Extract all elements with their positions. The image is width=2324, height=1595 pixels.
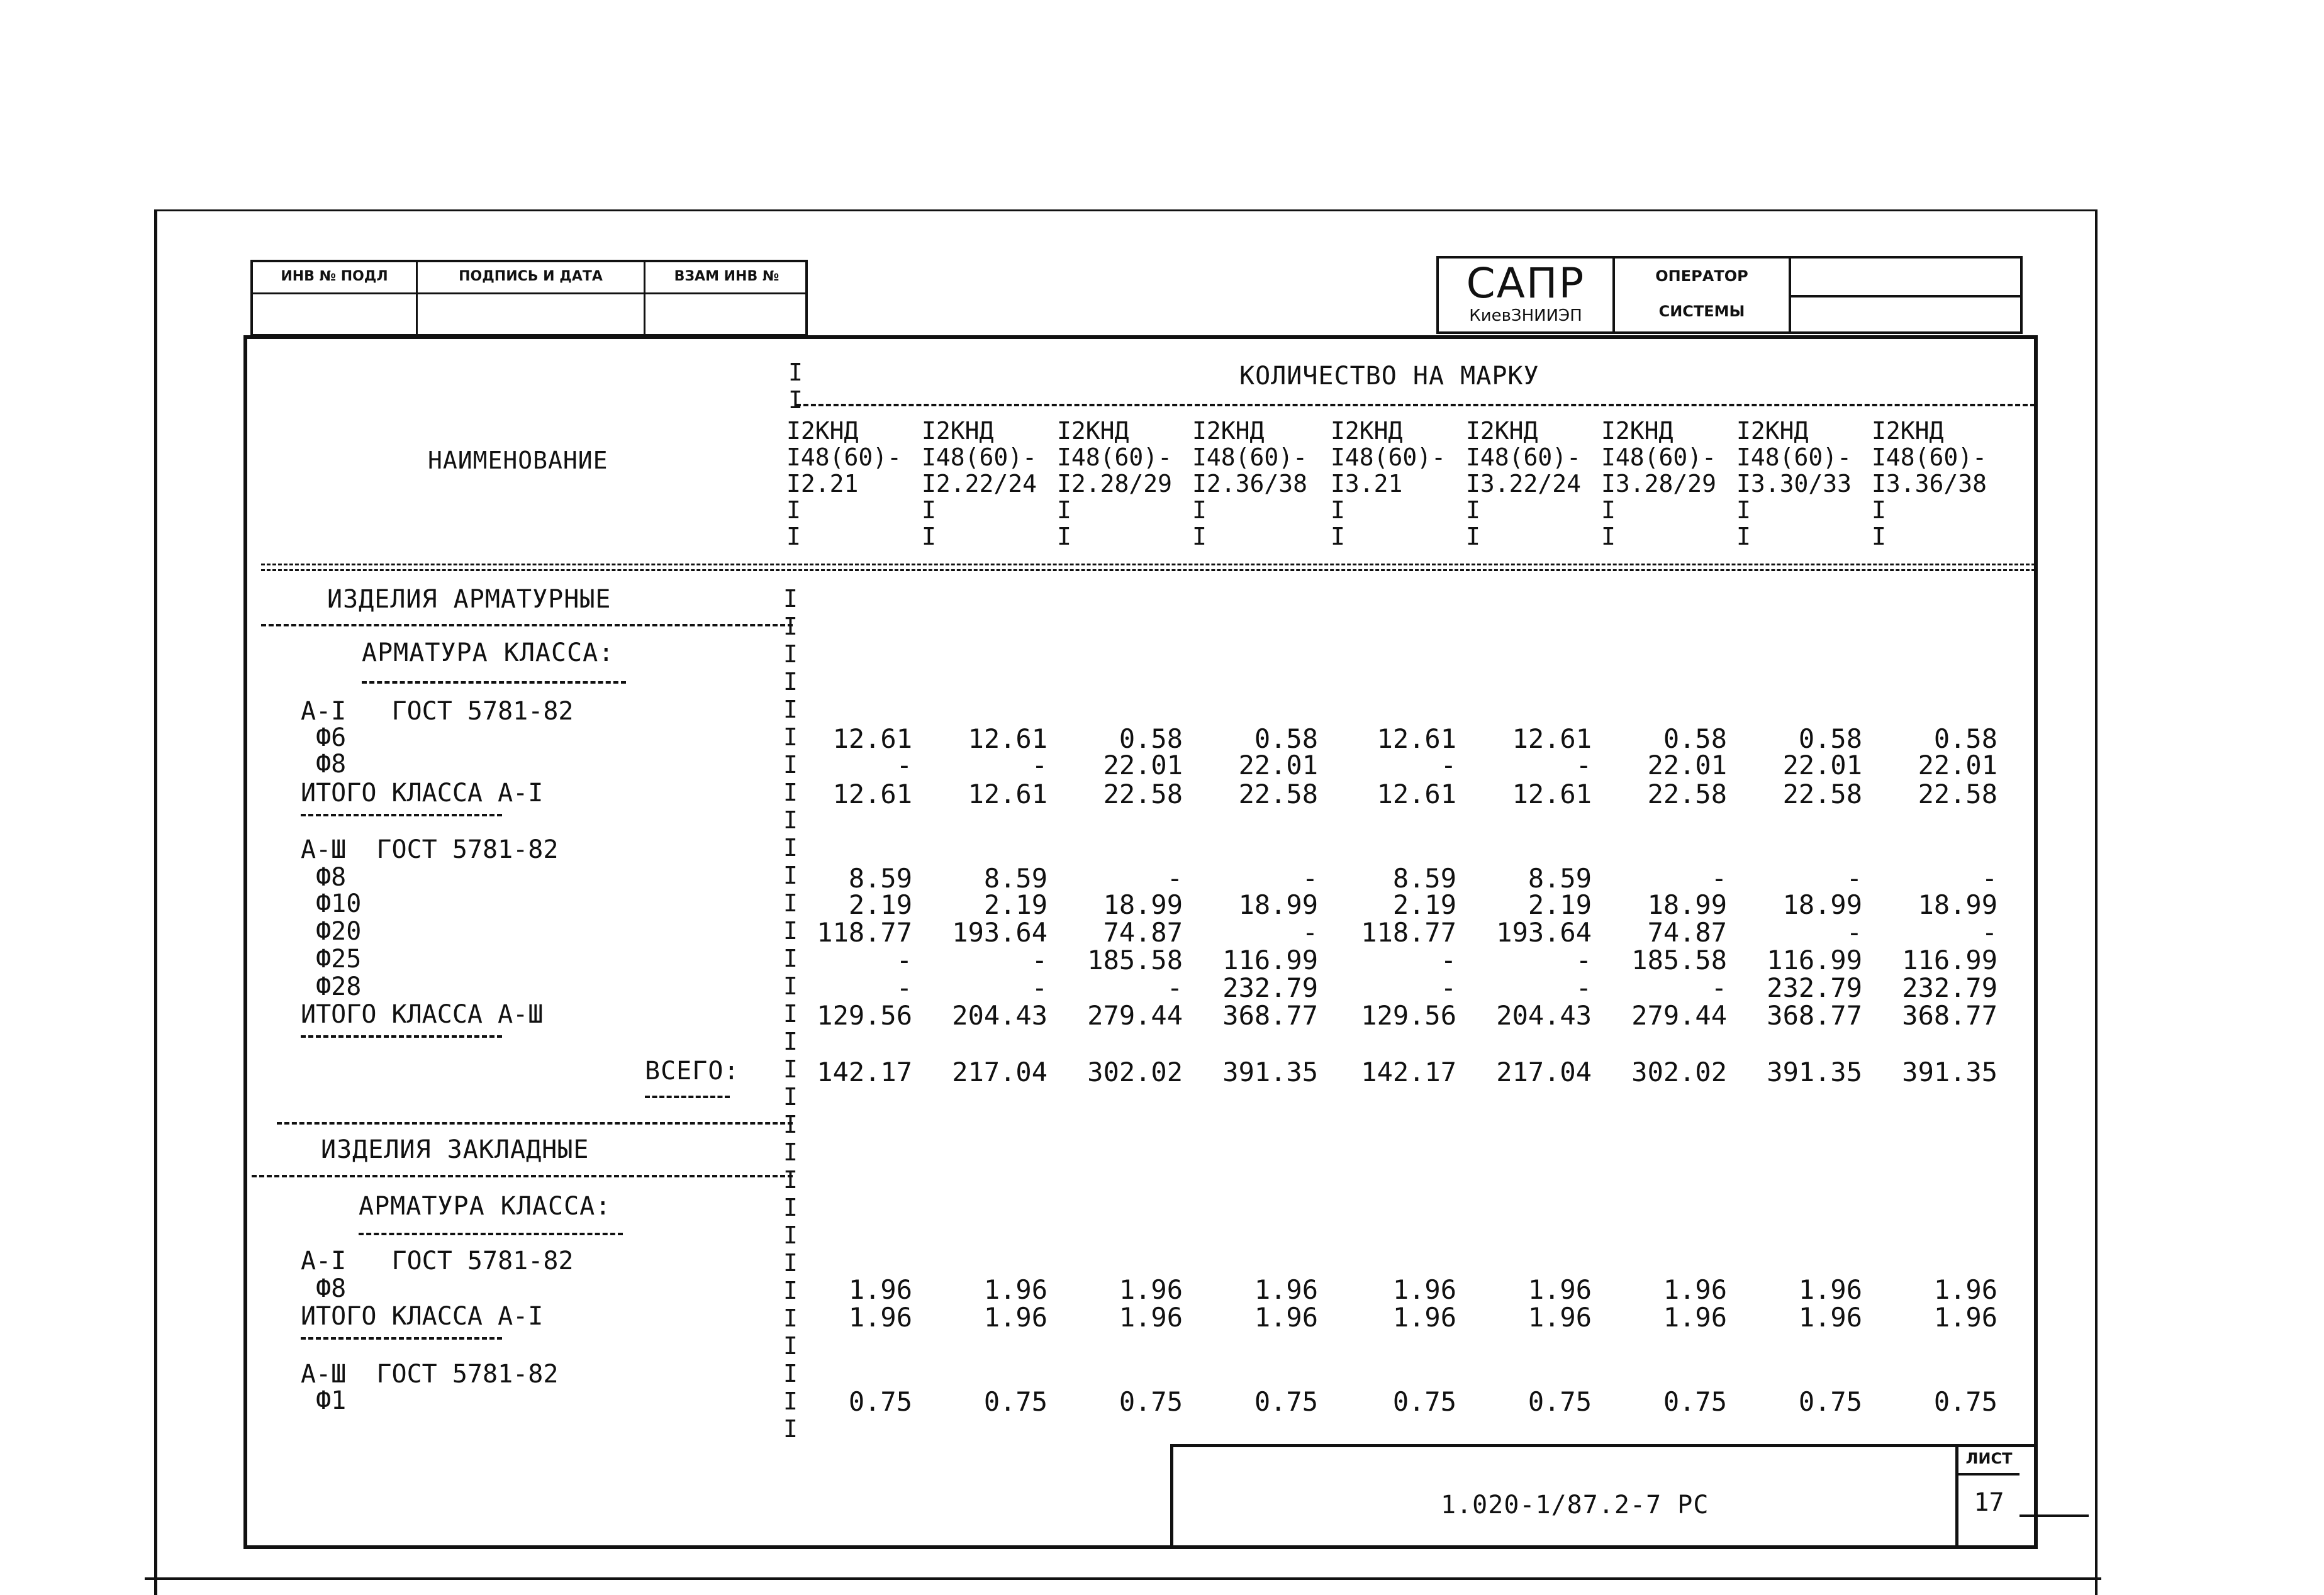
column-header-line: I3.30/33 — [1736, 470, 1852, 497]
section-armature-items: ИЗДЕЛИЯ АРМАТУРНЫЕ — [327, 585, 612, 614]
stamp-cell-replace: ВЗАМ ИНВ № — [674, 269, 779, 284]
stamp-value-inv — [253, 292, 418, 336]
column-header-line: I2КНД — [922, 417, 994, 445]
column-header-1 — [786, 418, 902, 550]
table-cell: 116.99 — [1767, 945, 1862, 975]
table-cell: 22.01 — [1103, 750, 1183, 781]
row-label: Ф1 — [301, 1386, 347, 1415]
table-cell: 0.75 — [1798, 1386, 1862, 1417]
table-cell: 0.75 — [1254, 1386, 1318, 1417]
table-cell: 185.58 — [1087, 945, 1183, 975]
column-header-line: I3.28/29 — [1601, 470, 1717, 497]
column-header-line: I3.36/38 — [1872, 470, 1987, 497]
armature-class-underline — [362, 681, 626, 684]
table-cell: - — [896, 972, 912, 1003]
row-label: Ф20 — [301, 917, 362, 946]
operator-line-1: ОПЕРАТОР — [1655, 267, 1748, 285]
header-double-rule — [261, 564, 2035, 571]
table-cell: 185.58 — [1631, 945, 1727, 975]
table-cell: 217.04 — [952, 1057, 1047, 1087]
table-cell: 279.44 — [1087, 1000, 1183, 1031]
table-cell: 8.59 — [1528, 863, 1592, 894]
table-cell: 2.19 — [848, 889, 912, 920]
table-cell: 129.56 — [1361, 1000, 1456, 1031]
table-cell: - — [1981, 917, 1997, 948]
table-cell: 0.58 — [1254, 723, 1318, 754]
table-cell: 232.79 — [1902, 972, 1997, 1003]
table-cell: 12.61 — [968, 779, 1047, 809]
table-cell: 368.77 — [1902, 1000, 1997, 1031]
table-cell: 74.87 — [1103, 917, 1183, 948]
table-cell: - — [1440, 945, 1456, 975]
embedded-class-heading: АРМАТУРА КЛАССА: — [359, 1192, 612, 1221]
column-header-line: I48(60)- — [1872, 443, 1987, 471]
table-cell: 12.61 — [968, 723, 1047, 754]
table-cell: 1.96 — [1254, 1302, 1318, 1333]
column-header-2 — [922, 418, 1037, 550]
table-cell: - — [1031, 750, 1047, 781]
table-cell: 0.58 — [1798, 723, 1862, 754]
table-cell: 302.02 — [1087, 1057, 1183, 1087]
table-cell: - — [1031, 945, 1047, 975]
table-cell: 1.96 — [1933, 1274, 1997, 1305]
table-cell: 22.58 — [1238, 779, 1318, 809]
table-cell: 368.77 — [1222, 1000, 1318, 1031]
sheet-box — [1955, 1444, 2020, 1548]
column-header-line: I3.22/24 — [1466, 470, 1582, 497]
column-header-line: I2.28/29 — [1057, 470, 1173, 497]
total-label: ВСЕГО: — [645, 1057, 740, 1086]
table-cell: 22.58 — [1782, 779, 1862, 809]
column-header-line: I2КНД — [1736, 417, 1809, 445]
table-cell: 22.01 — [1238, 750, 1318, 781]
column-header-8 — [1736, 418, 1852, 550]
table-cell: 279.44 — [1631, 1000, 1727, 1031]
table-cell: 193.64 — [952, 917, 1047, 948]
table-cell: - — [1166, 863, 1183, 894]
table-cell: - — [1575, 945, 1592, 975]
stamp-cell-inv: ИНВ № ПОДЛ — [253, 262, 418, 292]
table-cell: 2.19 — [1392, 889, 1456, 920]
table-cell: 12.61 — [832, 723, 912, 754]
table-cell: 1.96 — [1392, 1302, 1456, 1333]
operator-line-2: СИСТЕМЫ — [1658, 303, 1745, 320]
operator-box — [1615, 258, 1791, 331]
table-cell: 142.17 — [817, 1057, 912, 1087]
table-cell: 22.58 — [1647, 779, 1727, 809]
table-cell: - — [896, 750, 912, 781]
total-underline — [645, 1096, 730, 1098]
column-header-separator: I I — [1057, 496, 1071, 550]
row-label: А-Ш ГОСТ 5781-82 — [301, 835, 559, 864]
table-cell: - — [1981, 863, 1997, 894]
table-cell: 22.01 — [1918, 750, 1997, 781]
document-code: 1.020-1/87.2-7 РС — [1441, 1491, 1709, 1520]
row-label: А-Ш ГОСТ 5781-82 — [301, 1360, 559, 1389]
header-column-separator: I I — [788, 358, 803, 414]
sheet-number: 17 — [1974, 1488, 2004, 1517]
table-cell: 18.99 — [1918, 889, 1997, 920]
column-header-line: I2КНД — [1331, 417, 1403, 445]
column-header-line: I48(60)- — [1736, 443, 1852, 471]
table-cell: 8.59 — [983, 863, 1047, 894]
approval-stamp-header — [253, 262, 805, 294]
table-cell: 1.96 — [848, 1274, 912, 1305]
table-cell: 74.87 — [1647, 917, 1727, 948]
column-header-line: I2.22/24 — [922, 470, 1037, 497]
column-header-6 — [1466, 418, 1581, 550]
table-cell: 8.59 — [1392, 863, 1456, 894]
column-header-line: I2.36/38 — [1192, 470, 1308, 497]
table-cell: - — [1846, 863, 1862, 894]
table-cell: 1.96 — [1663, 1302, 1727, 1333]
column-header-line: I48(60)- — [1331, 443, 1446, 471]
column-header-line: I48(60)- — [1466, 443, 1582, 471]
sheet-tick — [2020, 1514, 2089, 1517]
column-header-separator: I I — [1331, 496, 1345, 550]
column-header-line: I2КНД — [1192, 417, 1265, 445]
table-cell: 391.35 — [1222, 1057, 1318, 1087]
table-cell: 1.96 — [983, 1302, 1047, 1333]
column-header-line: I48(60)- — [922, 443, 1037, 471]
table-cell: 1.96 — [1392, 1274, 1456, 1305]
table-cell: 8.59 — [848, 863, 912, 894]
column-header-line: I48(60)- — [786, 443, 902, 471]
header-divider — [796, 404, 2035, 406]
column-header-7 — [1601, 418, 1716, 550]
row-label: Ф8 — [301, 750, 347, 779]
table-cell: - — [1575, 972, 1592, 1003]
stamp-cell-signature: ПОДПИСЬ И ДАТА — [418, 262, 645, 292]
column-header-line: I2.21 — [786, 470, 859, 497]
row-label: А-I ГОСТ 5781-82 — [301, 697, 574, 726]
table-cell: 1.96 — [983, 1274, 1047, 1305]
table-cell: 12.61 — [1512, 779, 1592, 809]
table-cell: 18.99 — [1782, 889, 1862, 920]
table-cell: 1.96 — [1933, 1302, 1997, 1333]
table-cell: - — [1166, 972, 1183, 1003]
table-cell: 116.99 — [1902, 945, 1997, 975]
table-cell: 391.35 — [1767, 1057, 1862, 1087]
table-cell: 0.75 — [1119, 1386, 1183, 1417]
section-embedded-items: ИЗДЕЛИЯ ЗАКЛАДНЫЕ — [321, 1135, 589, 1164]
row-label: ИТОГО КЛАССА А-Ш — [301, 1000, 544, 1029]
table-cell: 0.58 — [1663, 723, 1727, 754]
table-cell: - — [1711, 863, 1727, 894]
table-cell: 1.96 — [1798, 1302, 1862, 1333]
table-cell: 12.61 — [1512, 723, 1592, 754]
embedded-class-underline — [359, 1233, 623, 1235]
sheet-label: ЛИСТ — [1958, 1444, 2020, 1476]
body-column-separator: I I I I I I I I I I I I I I I I I I I I I I I I I I I I I I I — [783, 585, 798, 1443]
table-cell: 368.77 — [1767, 1000, 1862, 1031]
table-cell: 2.19 — [983, 889, 1047, 920]
table-cell: 0.75 — [1392, 1386, 1456, 1417]
row-label: Ф8 — [301, 1274, 347, 1303]
table-cell: - — [1846, 917, 1862, 948]
column-header-line: I2КНД — [1057, 417, 1129, 445]
stamp-value-signature — [418, 292, 645, 336]
table-cell: 129.56 — [817, 1000, 912, 1031]
table-cell: 0.58 — [1933, 723, 1997, 754]
table-cell: 1.96 — [1528, 1302, 1592, 1333]
column-header-separator: I I — [1192, 496, 1207, 550]
table-cell: 118.77 — [1361, 917, 1456, 948]
subtotal-underline — [301, 1337, 502, 1340]
table-cell: 22.58 — [1918, 779, 1997, 809]
column-header-separator: I I — [922, 496, 936, 550]
name-column-header: НАИМЕНОВАНИЕ — [428, 447, 608, 474]
table-cell: 1.96 — [1798, 1274, 1862, 1305]
table-cell: 116.99 — [1222, 945, 1318, 975]
table-cell: - — [1440, 972, 1456, 1003]
table-cell: 118.77 — [817, 917, 912, 948]
column-header-line: I2КНД — [1466, 417, 1538, 445]
row-label: Ф25 — [301, 945, 362, 974]
row-label: А-I ГОСТ 5781-82 — [301, 1247, 574, 1275]
section-rule-3 — [252, 1175, 793, 1177]
table-cell: - — [1302, 863, 1318, 894]
armature-class-heading: АРМАТУРА КЛАССА: — [362, 638, 615, 667]
column-header-separator: I I — [1736, 496, 1751, 550]
sapr-stamp — [1436, 256, 2023, 334]
column-header-line: I48(60)- — [1057, 443, 1173, 471]
row-label: Ф28 — [301, 972, 362, 1001]
column-header-line: I2КНД — [786, 417, 859, 445]
column-header-line: I48(60)- — [1601, 443, 1717, 471]
sapr-logo — [1439, 258, 1615, 331]
table-cell: 12.61 — [1377, 779, 1456, 809]
table-cell: 232.79 — [1222, 972, 1318, 1003]
column-header-3 — [1057, 418, 1172, 550]
approval-stamp — [250, 260, 808, 336]
section-rule-2 — [277, 1122, 793, 1125]
table-cell: 204.43 — [952, 1000, 1047, 1031]
table-cell: 391.35 — [1902, 1057, 1997, 1087]
table-cell: 142.17 — [1361, 1057, 1456, 1087]
column-header-separator: I I — [1872, 496, 1886, 550]
quantity-header: КОЛИЧЕСТВО НА МАРКУ — [1239, 362, 1539, 391]
column-header-line: I48(60)- — [1192, 443, 1308, 471]
row-label: ИТОГО КЛАССА А-I — [301, 779, 544, 808]
section-rule-1 — [261, 624, 793, 626]
column-header-line: I2КНД — [1601, 417, 1673, 445]
table-cell: 1.96 — [1254, 1274, 1318, 1305]
stamp-divider — [1791, 295, 2023, 297]
table-cell: 1.96 — [1663, 1274, 1727, 1305]
table-cell: 22.01 — [1647, 750, 1727, 781]
sapr-org: КиевЗНИИЭП — [1469, 306, 1582, 325]
table-cell: 0.75 — [1663, 1386, 1727, 1417]
table-cell: - — [1711, 972, 1727, 1003]
table-cell: 1.96 — [1119, 1274, 1183, 1305]
subtotal-underline — [301, 814, 502, 816]
table-cell: 18.99 — [1647, 889, 1727, 920]
table-cell: 0.75 — [1528, 1386, 1592, 1417]
column-header-separator: I I — [786, 496, 801, 550]
table-cell: 232.79 — [1767, 972, 1862, 1003]
table-cell: 22.01 — [1782, 750, 1862, 781]
table-cell: 0.58 — [1119, 723, 1183, 754]
column-header-line: I3.21 — [1331, 470, 1403, 497]
table-cell: 0.75 — [983, 1386, 1047, 1417]
column-header-separator: I I — [1601, 496, 1616, 550]
table-cell: 1.96 — [848, 1302, 912, 1333]
table-cell: 22.58 — [1103, 779, 1183, 809]
table-cell: - — [1031, 972, 1047, 1003]
table-cell: 2.19 — [1528, 889, 1592, 920]
column-header-line: I2КНД — [1872, 417, 1944, 445]
table-cell: - — [1302, 917, 1318, 948]
subtotal-underline — [301, 1035, 502, 1038]
table-cell: - — [896, 945, 912, 975]
column-header-separator: I I — [1466, 496, 1480, 550]
table-cell: 12.61 — [832, 779, 912, 809]
table-cell: 193.64 — [1496, 917, 1592, 948]
table-cell: 217.04 — [1496, 1057, 1592, 1087]
row-label: Ф6 — [301, 723, 347, 752]
table-cell: 204.43 — [1496, 1000, 1592, 1031]
table-cell: - — [1575, 750, 1592, 781]
row-label: ИТОГО КЛАССА А-I — [301, 1302, 544, 1331]
table-cell: 12.61 — [1377, 723, 1456, 754]
table-cell: 18.99 — [1103, 889, 1183, 920]
sheet-bottom-edge — [145, 1577, 2101, 1580]
table-cell: 302.02 — [1631, 1057, 1727, 1087]
table-cell: 0.75 — [1933, 1386, 1997, 1417]
row-label: Ф10 — [301, 889, 362, 918]
table-cell: 1.96 — [1119, 1302, 1183, 1333]
table-cell: 0.75 — [848, 1386, 912, 1417]
table-cell: - — [1440, 750, 1456, 781]
row-label: Ф8 — [301, 863, 347, 892]
table-cell: 18.99 — [1238, 889, 1318, 920]
column-header-5 — [1331, 418, 1446, 550]
sapr-title: САПР — [1466, 259, 1585, 308]
table-cell: 1.96 — [1528, 1274, 1592, 1305]
column-header-4 — [1192, 418, 1307, 550]
column-header-9 — [1872, 418, 1987, 550]
